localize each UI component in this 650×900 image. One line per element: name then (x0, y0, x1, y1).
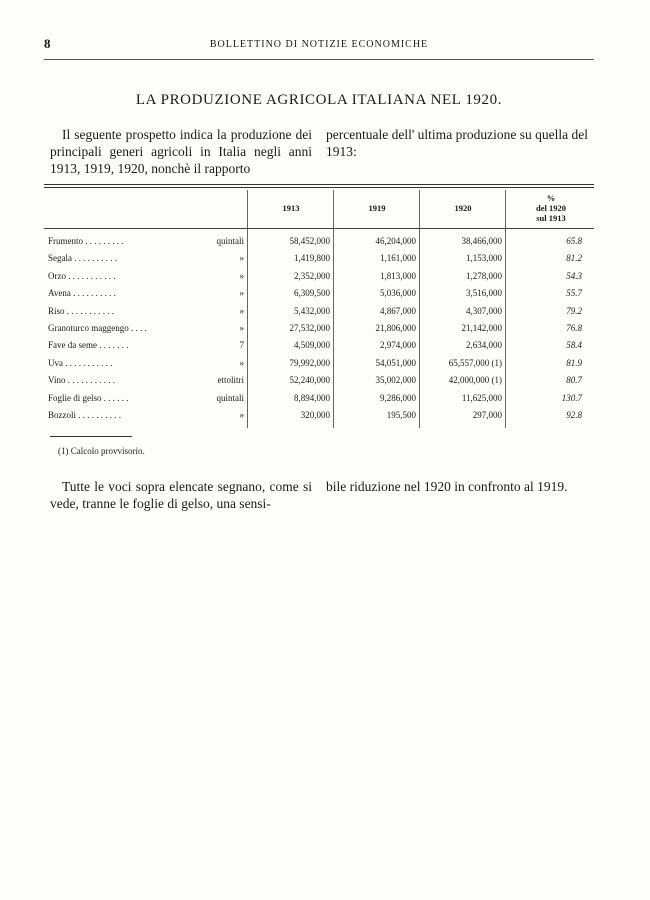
percentage: 76.8 (566, 322, 582, 333)
table-row (48, 253, 598, 270)
value-1920: 38,466,000 (461, 236, 502, 246)
value-1920: 21,142,000 (461, 322, 502, 333)
crop-name: Bozzoli . . . . . . . . . . (48, 409, 121, 420)
crop-name: Uva . . . . . . . . . . . (48, 357, 113, 368)
footnote: (1) Calcolo provvisorio. (58, 446, 145, 456)
crop-name: Frumento . . . . . . . . . (48, 236, 124, 246)
table-row (48, 340, 598, 357)
crop-name: Riso . . . . . . . . . . . (48, 305, 115, 316)
table-row (48, 410, 598, 427)
crop-name: Segala . . . . . . . . . . (48, 253, 117, 264)
unit: » (239, 322, 244, 333)
header-percentage (506, 193, 596, 223)
percentage: 65.8 (566, 236, 582, 246)
article-title: LA PRODUZIONE AGRICOLA ITALIANA NEL 1920. (135, 92, 503, 108)
table-header-rule (44, 228, 594, 229)
percentage: 58.4 (566, 340, 582, 351)
value-1919: 21,806,000 (375, 322, 416, 333)
value-1913: 52,240,000 (289, 375, 330, 386)
value-1920: 65,557,000 (1) (448, 357, 502, 368)
value-1913: 4,509,000 (294, 340, 330, 351)
value-1919: 35,002,000 (375, 375, 416, 386)
value-1913: 6,309,500 (294, 288, 330, 299)
table-row (48, 288, 598, 305)
header-1913: 1913 (282, 203, 300, 213)
value-1913: 320,000 (300, 409, 330, 420)
header-1919: 1919 (368, 203, 386, 213)
percent-label-line1: del 1920 (536, 203, 566, 213)
crop-name: Orzo . . . . . . . . . . . (48, 270, 116, 281)
value-1919: 1,813,000 (380, 270, 416, 281)
percentage: 54.3 (566, 270, 582, 281)
crop-name: Vino . . . . . . . . . . . (48, 375, 115, 386)
value-1913: 1,419,800 (294, 253, 330, 264)
conclusion-paragraph-right: bile riduzione nel 1920 in confronto al 1919. (326, 479, 568, 494)
table-row (48, 375, 598, 392)
percentage: 79.2 (566, 305, 582, 316)
intro-paragraph-left: Il seguente prospetto indica la produzione dei principali generi agricoli in Italia negli anni 1913, 1919, 1920, nonchè il rapporto (50, 127, 312, 176)
unit: » (239, 409, 244, 420)
value-1919: 195,500 (386, 409, 416, 420)
value-1920: 2,634,000 (466, 340, 502, 351)
intro-paragraph-right: percentuale dell' ultima produzione su quella del 1913: (326, 127, 588, 159)
crop-name: Foglie di gelso . . . . . . (48, 392, 129, 403)
table-top-rule (44, 184, 594, 185)
value-1920: 11,625,000 (461, 392, 502, 403)
value-1919: 46,204,000 (375, 236, 416, 246)
table-body (48, 236, 598, 427)
value-1919: 2,974,000 (380, 340, 416, 351)
percentage: 130.7 (561, 392, 582, 403)
footnote-rule (50, 436, 132, 437)
value-1919: 54,051,000 (375, 357, 416, 368)
unit: » (239, 253, 244, 264)
value-1919: 5,036,000 (380, 288, 416, 299)
crop-name: Avena . . . . . . . . . . (48, 288, 116, 299)
percentage: 80.7 (566, 375, 582, 386)
unit: quintali (216, 392, 244, 403)
conclusion-paragraph-left: Tutte le voci sopra elencate segnano, come si vede, tranne le foglie di gelso, una sensi- (50, 479, 312, 511)
value-1920: 4,307,000 (466, 305, 502, 316)
value-1913: 5,432,000 (294, 305, 330, 316)
percentage: 92.8 (566, 409, 582, 420)
value-1920: 1,278,000 (466, 270, 502, 281)
percentage: 81.2 (566, 253, 582, 264)
table-top-rule-double (44, 187, 594, 188)
crop-name: Granoturco maggengo . . . . (48, 322, 147, 333)
unit: » (239, 270, 244, 281)
table-row (48, 271, 598, 288)
unit: » (239, 288, 244, 299)
value-1913: 79,992,000 (289, 357, 330, 368)
value-1920: 297,000 (472, 409, 502, 420)
value-1913: 2,352,000 (294, 270, 330, 281)
value-1913: 8,894,000 (294, 392, 330, 403)
percent-symbol: % (546, 193, 556, 203)
unit: ettolitri (217, 375, 244, 386)
value-1919: 4,867,000 (380, 305, 416, 316)
unit: » (239, 305, 244, 316)
percentage: 55.7 (566, 288, 582, 299)
header-1920: 1920 (454, 203, 472, 213)
crop-name: Fave da seme . . . . . . . (48, 340, 129, 351)
unit: 7 (239, 340, 244, 351)
value-1913: 58,452,000 (289, 236, 330, 246)
page-header (44, 36, 594, 56)
running-title: BOLLETTINO DI NOTIZIE ECONOMICHE (209, 39, 429, 50)
unit: quintali (216, 236, 244, 246)
value-1919: 9,286,000 (380, 392, 416, 403)
table-row (48, 358, 598, 375)
value-1919: 1,161,000 (380, 253, 416, 264)
table-row (48, 323, 598, 340)
table-row (48, 393, 598, 410)
page-number: 8 (44, 36, 51, 51)
value-1920: 1,153,000 (466, 253, 502, 264)
percent-label-line2: sul 1913 (536, 213, 566, 223)
value-1920: 42,000,000 (1) (448, 375, 502, 386)
unit: » (239, 357, 244, 368)
table-row (48, 236, 598, 253)
percentage: 81.9 (566, 357, 582, 368)
header-rule (44, 59, 594, 60)
value-1913: 27,532,000 (289, 322, 330, 333)
value-1920: 3,516,000 (466, 288, 502, 299)
table-row (48, 306, 598, 323)
